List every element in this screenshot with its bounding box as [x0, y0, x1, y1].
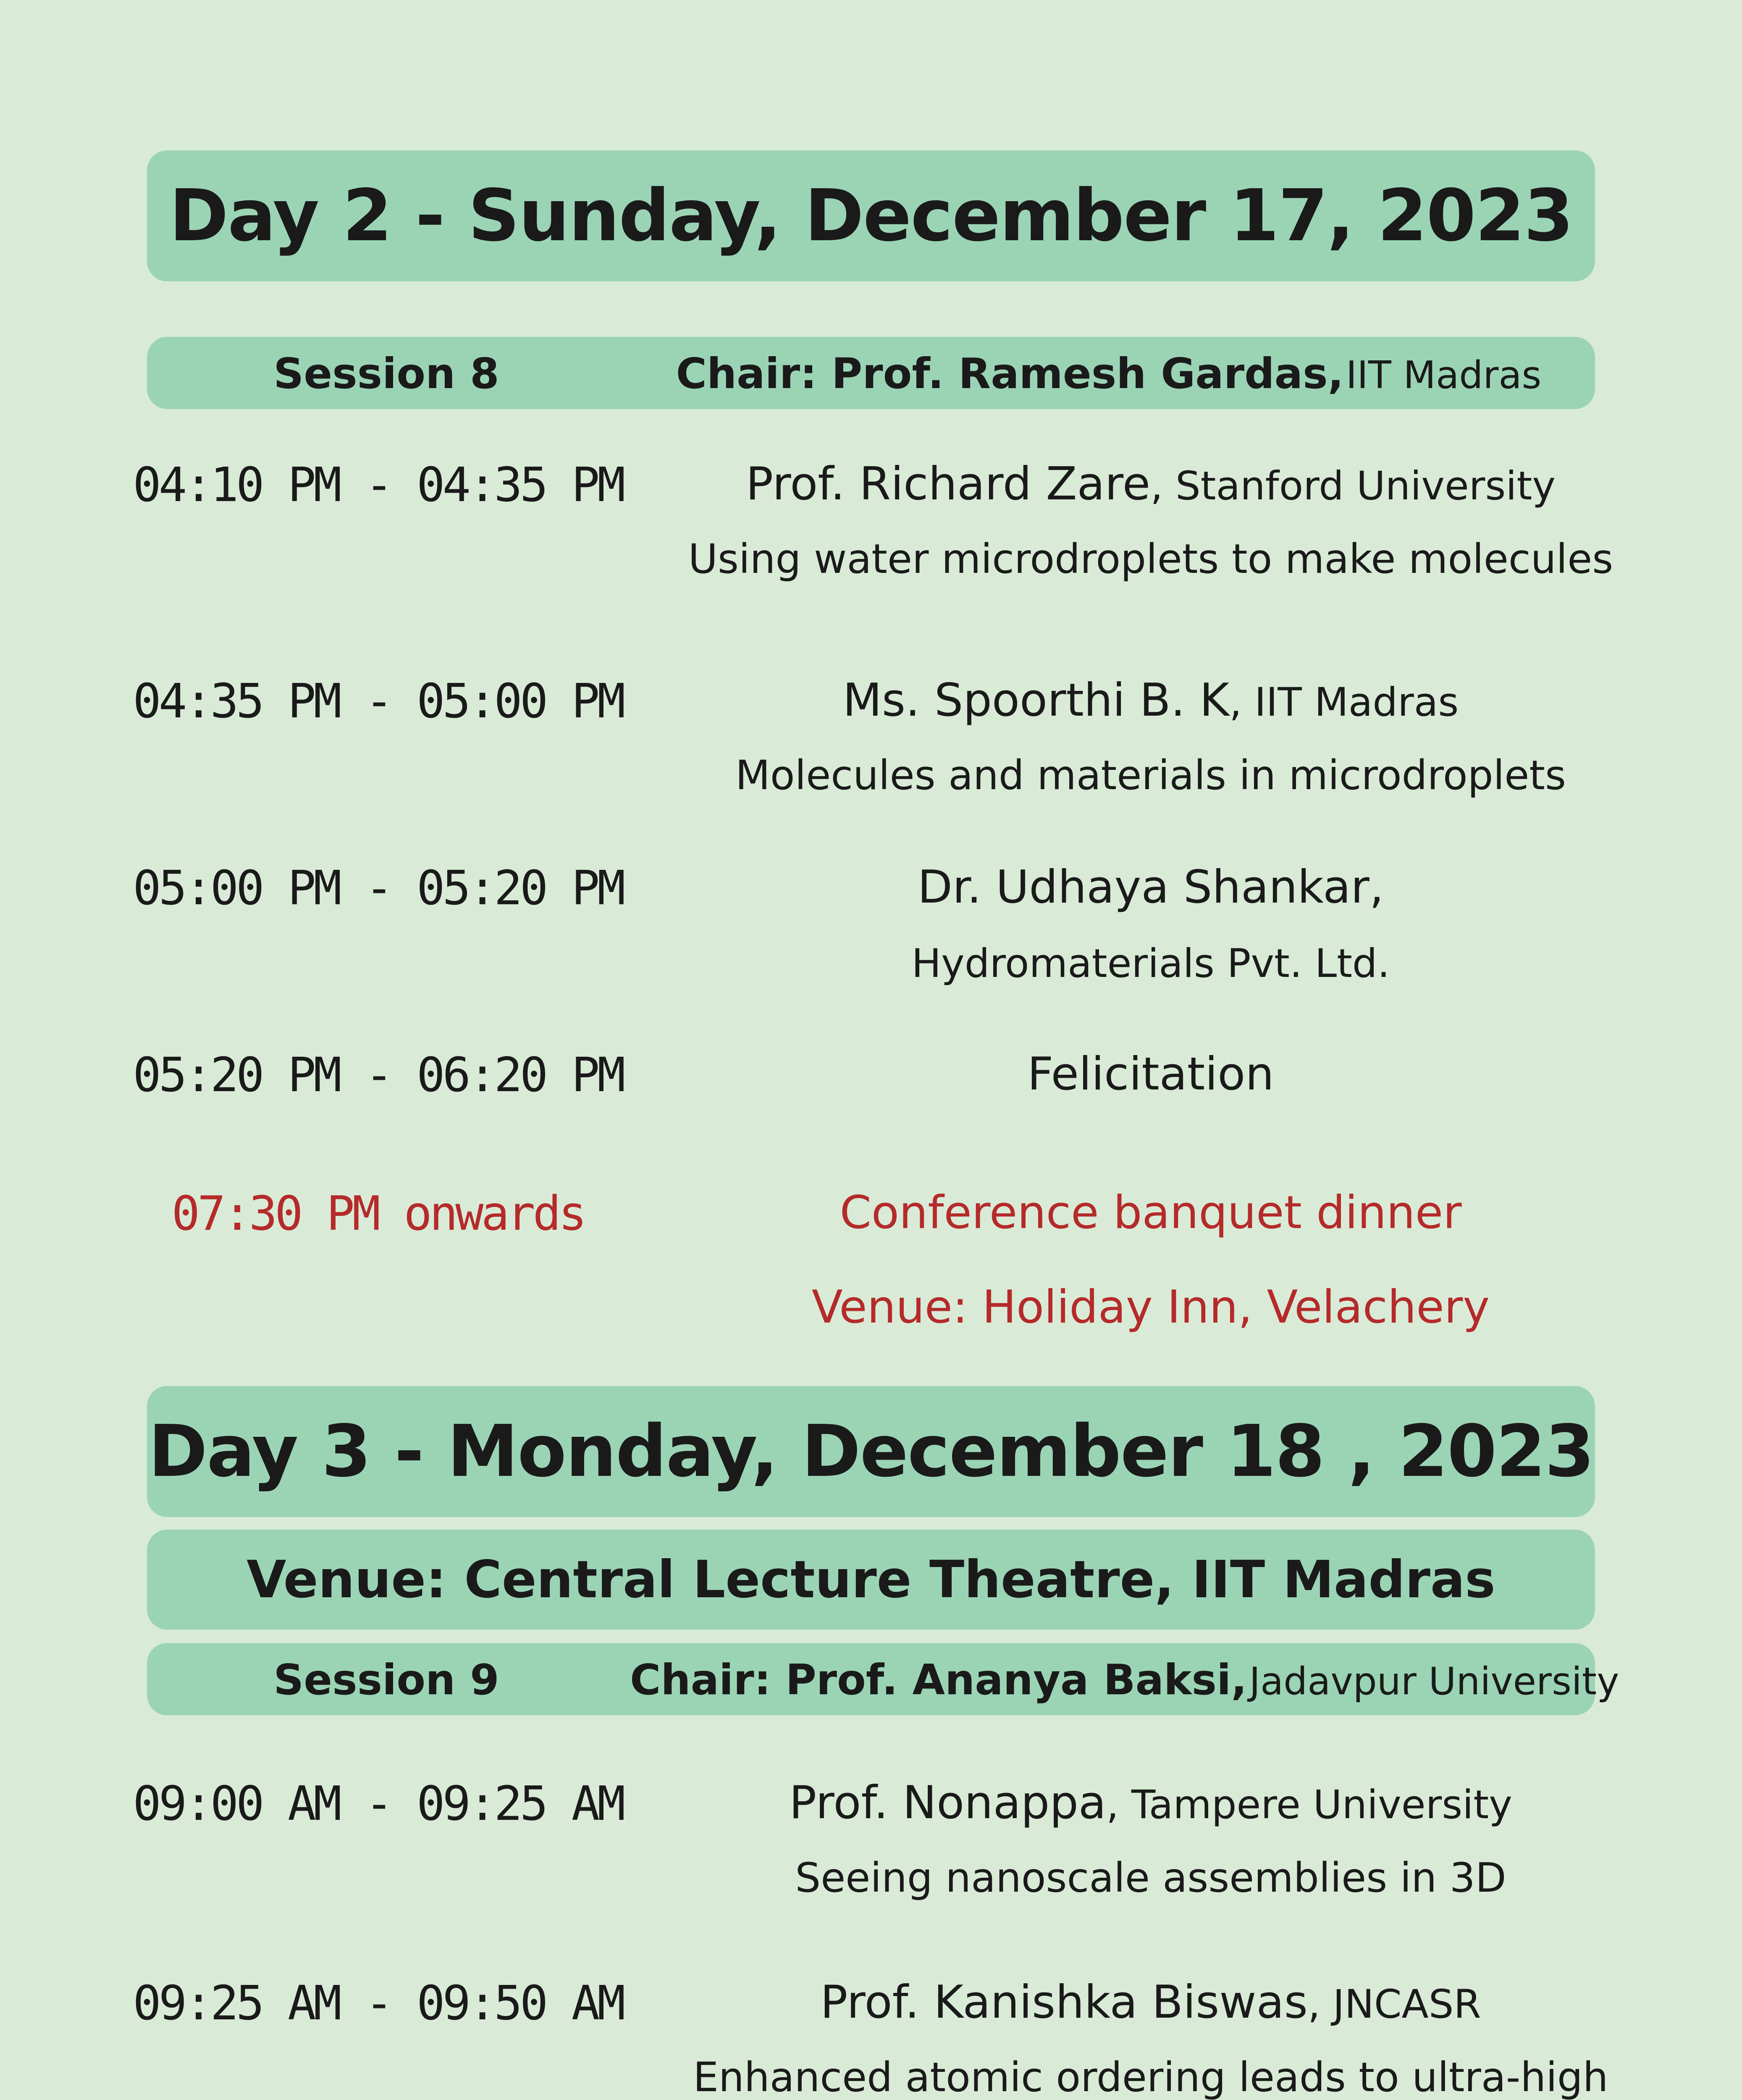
session9-chair-name: Chair: Prof. Ananya Baksi,	[630, 1655, 1247, 1704]
row6-time: 09:25 AM - 09:50 AM	[133, 1976, 623, 2031]
row6-talk-line1: Enhanced atomic ordering leads to ultra-high	[693, 2054, 1608, 2100]
row5-speaker-line	[672, 1777, 1629, 1829]
session9-chair	[630, 1651, 1619, 1722]
row1-speaker: Prof. Richard Zare	[745, 458, 1151, 510]
row3-time: 05:00 PM - 05:20 PM	[133, 861, 623, 916]
day2-header	[147, 150, 1595, 281]
day3-venue-bar	[147, 1530, 1595, 1630]
row2-speaker-line	[672, 674, 1629, 727]
row2-speaker: Ms. Spoorthi B. K	[842, 674, 1230, 727]
row6-speaker-line	[672, 1976, 1629, 2029]
day3-title: Day 3 - Monday, December 18 , 2023	[148, 1410, 1594, 1493]
session8-chair	[630, 344, 1587, 415]
row2-talk: Molecules and materials in microdroplets	[735, 752, 1566, 799]
row4-event: Felicitation	[1027, 1048, 1274, 1100]
banquet-time: 07:30 PM onwards	[171, 1186, 585, 1241]
day2-title: Day 2 - Sunday, December 17, 2023	[169, 174, 1573, 257]
row3-affiliation: Hydromaterials Pvt. Ltd.	[911, 941, 1390, 987]
banquet-venue: Venue: Holiday Inn, Velachery	[811, 1281, 1490, 1334]
session8-label: Session 8	[273, 349, 499, 398]
row6-affiliation: , JNCASR	[1308, 1982, 1481, 2027]
session8-chair-name: Chair: Prof. Ramesh Gardas,	[676, 349, 1344, 398]
session9-label: Session 9	[273, 1655, 499, 1704]
row5-affiliation: , Tampere University	[1106, 1782, 1512, 1828]
row1-affiliation: , Stanford University	[1150, 463, 1556, 509]
row5-speaker: Prof. Nonappa	[789, 1777, 1107, 1829]
row6-speaker: Prof. Kanishka Biswas	[820, 1976, 1308, 2029]
row1-time: 04:10 PM - 04:35 PM	[133, 458, 623, 512]
session9-chair-affiliation: Jadavpur University	[1249, 1659, 1619, 1704]
row5-talk: Seeing nanoscale assemblies in 3D	[795, 1854, 1506, 1901]
row1-speaker-line	[672, 458, 1629, 510]
row3-speaker: Dr. Udhaya Shankar,	[917, 861, 1384, 914]
session8-chair-affiliation: IIT Madras	[1346, 353, 1542, 397]
day3-venue: Venue: Central Lecture Theatre, IIT Madras	[247, 1550, 1495, 1609]
row1-talk: Using water microdroplets to make molecules	[688, 536, 1613, 583]
row5-time: 09:00 AM - 09:25 AM	[133, 1777, 623, 1831]
row4-time: 05:20 PM - 06:20 PM	[133, 1048, 623, 1102]
row2-affiliation: , IIT Madras	[1229, 680, 1459, 725]
day3-header	[147, 1386, 1595, 1517]
row2-time: 04:35 PM - 05:00 PM	[133, 674, 623, 729]
banquet-title: Conference banquet dinner	[840, 1186, 1462, 1239]
